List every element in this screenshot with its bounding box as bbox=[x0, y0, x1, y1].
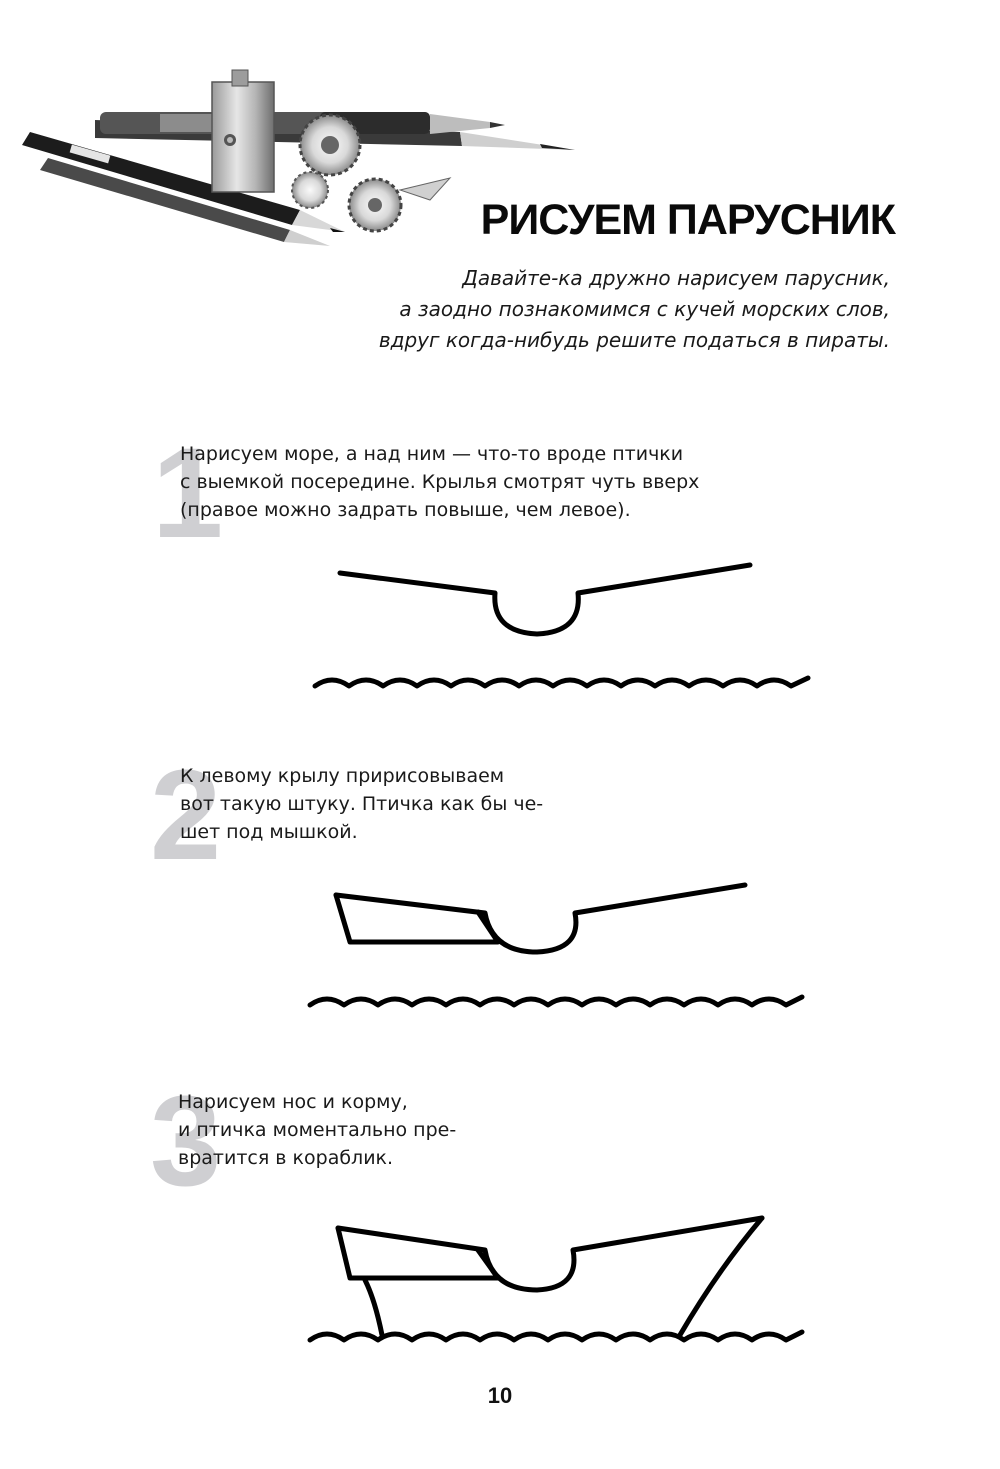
left-wing-piece bbox=[338, 1228, 498, 1278]
left-wing-piece bbox=[336, 895, 498, 942]
bow bbox=[680, 1218, 762, 1335]
step-text bbox=[178, 1088, 456, 1172]
step-number: 2 bbox=[150, 744, 222, 887]
step-text bbox=[180, 440, 699, 524]
intro-line: Давайте-ка дружно нарисуем парусник, bbox=[462, 266, 890, 290]
step-1-drawing bbox=[0, 555, 1000, 705]
intro-text bbox=[379, 263, 890, 356]
sharpener bbox=[212, 70, 274, 192]
step-number: 1 bbox=[152, 422, 224, 565]
step-line: (правое можно задрать повыше, чем левое). bbox=[180, 499, 631, 521]
step-text bbox=[180, 762, 543, 846]
page-number: 10 bbox=[487, 1383, 513, 1408]
step-3-drawing bbox=[0, 1200, 1000, 1360]
step-line: и птичка моментально пре- bbox=[178, 1119, 457, 1141]
sea-waves bbox=[315, 678, 808, 686]
stern bbox=[365, 1280, 382, 1335]
step-line: Нарисуем море, а над ним — что-то вроде птички bbox=[180, 443, 684, 465]
step-number: 3 bbox=[150, 1070, 222, 1213]
step-line: шет под мышкой. bbox=[180, 821, 358, 843]
bird-shape bbox=[340, 565, 750, 634]
intro-line: вдруг когда-нибудь решите податься в пираты. bbox=[378, 328, 890, 352]
step-line: К левому крылу пририсовываем bbox=[180, 765, 505, 787]
intro-line: а заодно познакомимся с кучей морских слов, bbox=[399, 297, 890, 321]
step-line: Нарисуем нос и корму, bbox=[178, 1091, 408, 1113]
sea-waves bbox=[310, 997, 802, 1005]
step-line: вот такую штуку. Птичка как бы че- bbox=[180, 793, 544, 815]
step-line: с выемкой посередине. Крылья смотрят чуть вверх bbox=[180, 471, 700, 493]
step-line: вратится в кораблик. bbox=[178, 1147, 394, 1169]
step-2-drawing bbox=[0, 875, 1000, 1020]
page-title: РИСУЕМ ПАРУСНИК bbox=[480, 196, 895, 244]
